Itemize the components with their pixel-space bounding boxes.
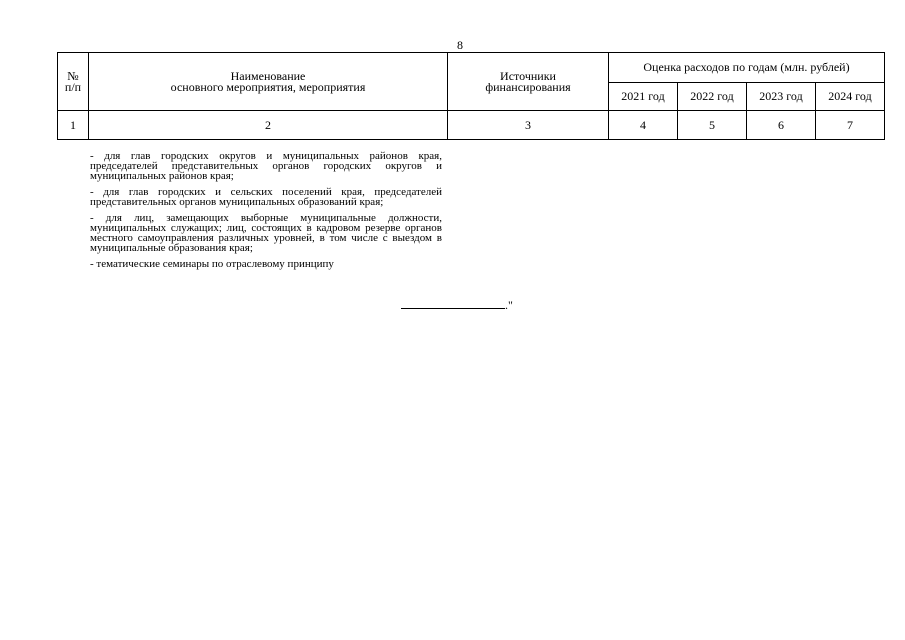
header-year: 2021 год bbox=[609, 83, 678, 111]
column-number: 7 bbox=[816, 111, 885, 140]
header-name bbox=[89, 53, 448, 111]
list-item: - тематические семинары по отраслевому принципу bbox=[90, 258, 334, 270]
header-source-line1: Источники bbox=[500, 68, 556, 83]
list-item: - для глав городских округов и муниципальных районов края, председателей представительных органов городских округов и муниципальных районов края; bbox=[90, 150, 442, 182]
column-number: 4 bbox=[609, 111, 678, 140]
list-item: - для глав городских и сельских поселений края, председателей представительных органов муниципальных образований края; bbox=[90, 186, 442, 208]
header-name-line2: основного мероприятия, мероприятия bbox=[170, 79, 366, 94]
closing-quote: ." bbox=[505, 298, 513, 312]
list-item: - для лиц, замещающих выборные муниципальные должности, муниципальных служащих; лиц, состоящих в кадровом резерве органов местного самоуправления различных уровней, в том числе с выездом в муниципальные образования края; bbox=[90, 212, 442, 254]
header-year: 2024 год bbox=[816, 83, 885, 111]
column-number: 5 bbox=[678, 111, 747, 140]
header-year: 2022 год bbox=[678, 83, 747, 111]
expenses-table bbox=[57, 52, 885, 140]
header-number-symbol: № bbox=[67, 68, 79, 83]
closing-line bbox=[401, 298, 513, 313]
header-source bbox=[448, 53, 609, 111]
event-list bbox=[90, 151, 442, 275]
table-column-numbers-row bbox=[58, 111, 885, 140]
page-number: 8 bbox=[457, 38, 463, 52]
header-year: 2023 год bbox=[747, 83, 816, 111]
header-source-line2: финансирования bbox=[485, 79, 571, 94]
separator-line bbox=[401, 298, 505, 309]
header-number bbox=[58, 53, 89, 111]
column-number: 1 bbox=[58, 111, 89, 140]
header-name-line1: Наименование bbox=[230, 68, 306, 83]
header-number-abbr: п/п bbox=[64, 79, 82, 94]
header-estimate: Оценка расходов по годам (млн. рублей) bbox=[609, 53, 885, 83]
column-number: 2 bbox=[89, 111, 448, 140]
table-header-row bbox=[58, 53, 885, 83]
column-number: 3 bbox=[448, 111, 609, 140]
column-number: 6 bbox=[747, 111, 816, 140]
